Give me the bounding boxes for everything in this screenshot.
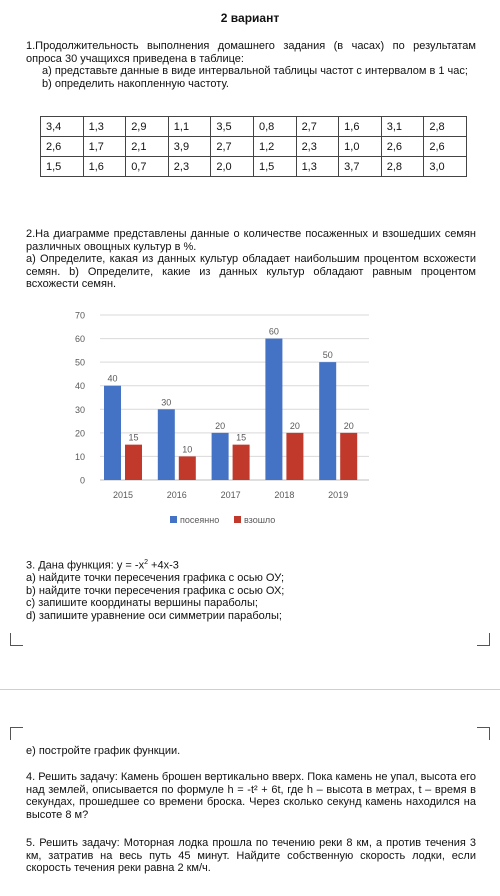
bar-посеянно <box>265 339 282 480</box>
y-tick-label: 20 <box>74 428 85 439</box>
table-cell: 3,5 <box>211 117 254 137</box>
table-cell: 3,4 <box>41 117 84 137</box>
table-cell: 2,6 <box>41 137 84 157</box>
bar-взошло <box>179 456 196 480</box>
table-cell: 2,6 <box>424 137 467 157</box>
y-tick-label: 30 <box>74 404 85 415</box>
bar-взошло <box>340 433 357 480</box>
table-cell: 3,9 <box>168 137 211 157</box>
page-gap <box>0 680 500 700</box>
x-tick-label: 2017 <box>220 490 241 500</box>
crop-mark-bottom-left <box>10 633 23 646</box>
task3-function-exponent: 2 <box>144 559 148 566</box>
bar-посеянно <box>319 362 336 480</box>
table-cell: 1,3 <box>296 157 339 177</box>
table-row <box>41 137 467 157</box>
task3-part-b: b) найдите точки пересечения графика с осью ОХ; <box>26 584 285 597</box>
table-cell: 1,7 <box>83 137 126 157</box>
data-label: 15 <box>236 432 247 443</box>
task3-function-suffix: +4x-3 <box>147 559 179 572</box>
task4-text: 4. Решить задачу: Камень брошен вертикально вверх. Пока камень не упал, высота его над землей, описывается по формуле h = -t² + 6t, где h – высота в метрах, t – время в секундах, прошедшее со времени броска. Через сколько секунд камень находился на высоте 8 м? <box>26 771 476 821</box>
table-cell: 2,8 <box>424 117 467 137</box>
table-cell: 2,3 <box>168 157 211 177</box>
crop-mark-top-left <box>10 727 23 740</box>
data-label: 20 <box>215 420 226 431</box>
y-tick-label: 70 <box>74 310 85 321</box>
task1-text: 1.Продолжительность выполнения домашнего задания (в часах) по результатам опроса 30 учащихся приведена в таблице: <box>26 40 476 65</box>
seeds-bar-chart <box>67 303 375 535</box>
data-label: 40 <box>107 373 118 384</box>
task3-text <box>26 557 476 572</box>
y-tick-label: 40 <box>74 381 85 392</box>
task1-part-b: b) определить накопленную частоту. <box>42 77 229 90</box>
variant-title: 2 вариант <box>220 11 280 25</box>
task2-text: 2.На диаграмме представлены данные о количестве посаженных и взошедших семян различных овощных культур в %. <box>26 228 476 253</box>
x-tick-label: 2018 <box>274 490 295 500</box>
crop-mark-top-right <box>477 727 490 740</box>
table-cell: 1,6 <box>339 117 382 137</box>
table-cell: 1,6 <box>83 157 126 177</box>
table-row <box>41 157 467 177</box>
table-cell: 2,8 <box>381 157 424 177</box>
task2-questions: а) Определите, какая из данных культур обладает наибольшим процентом всхожести семян. b) Определите, какие из данных культур обладают равным процентом всхожести семян. <box>26 253 476 290</box>
y-tick-label: 10 <box>74 451 85 462</box>
table-cell: 3,7 <box>339 157 382 177</box>
table-cell: 1,1 <box>168 117 211 137</box>
legend-label: взошло <box>244 515 276 525</box>
data-label: 30 <box>161 397 172 408</box>
task3-part-a: а) найдите точки пересечения графика с осью ОУ; <box>26 572 285 585</box>
table-cell: 1,3 <box>83 117 126 137</box>
task5-text: 5. Решить задачу: Моторная лодка прошла по течению реки 8 км, а против течения 3 км, затратив на весь путь 45 минут. Найдите собственную скорость лодки, если скорость течения реки равна 2 км/ч. <box>26 837 476 874</box>
bar-взошло <box>286 433 303 480</box>
table-cell: 2,9 <box>126 117 169 137</box>
table-cell: 1,5 <box>41 157 84 177</box>
crop-mark-bottom-right <box>477 633 490 646</box>
bar-посеянно <box>212 433 229 480</box>
table-cell: 3,1 <box>381 117 424 137</box>
chart-svg <box>67 303 375 535</box>
bar-взошло <box>233 445 250 480</box>
table-cell: 0,7 <box>126 157 169 177</box>
task3-part-c: с) запишите координаты вершины параболы; <box>26 597 258 610</box>
legend-swatch <box>234 516 241 523</box>
bar-взошло <box>125 445 142 480</box>
table-cell: 1,2 <box>253 137 296 157</box>
table-cell: 0,8 <box>253 117 296 137</box>
task1-block <box>26 40 476 90</box>
x-tick-label: 2019 <box>328 490 349 500</box>
data-label: 20 <box>289 420 300 431</box>
x-tick-label: 2015 <box>112 490 134 500</box>
table-cell: 2,7 <box>211 137 254 157</box>
table-cell: 2,1 <box>126 137 169 157</box>
task3-part-d: d) запишите уравнение оси симметрии параболы; <box>26 609 282 622</box>
table-cell: 2,7 <box>296 117 339 137</box>
task3-block <box>26 557 476 622</box>
x-tick-label: 2016 <box>166 490 187 500</box>
legend-label: посеянно <box>180 515 220 525</box>
y-tick-label: 50 <box>74 357 85 368</box>
task3-function-prefix: 3. Дана функция: y = -x <box>26 559 145 572</box>
table-cell: 1,0 <box>339 137 382 157</box>
task3-part-e: е) постройте график функции. <box>26 745 181 757</box>
bar-посеянно <box>158 409 175 480</box>
data-label: 20 <box>343 420 354 431</box>
data-label: 15 <box>128 432 139 443</box>
page-separator <box>0 689 500 690</box>
data-label: 50 <box>322 350 333 361</box>
task2-block <box>26 228 476 291</box>
y-tick-label: 0 <box>79 475 85 486</box>
y-tick-label: 60 <box>74 334 85 345</box>
table-cell: 2,0 <box>211 157 254 177</box>
data-label: 60 <box>268 326 279 337</box>
data-label: 10 <box>182 444 193 455</box>
table-cell: 1,5 <box>253 157 296 177</box>
homework-duration-table <box>40 116 467 177</box>
table-row <box>41 117 467 137</box>
legend-swatch <box>170 516 177 523</box>
table-cell: 2,3 <box>296 137 339 157</box>
table-cell: 2,6 <box>381 137 424 157</box>
table-cell: 3,0 <box>424 157 467 177</box>
task1-part-a: а) представьте данные в виде интервальной таблицы частот с интервалом в 1 час; <box>42 65 468 77</box>
bar-посеянно <box>104 386 121 480</box>
